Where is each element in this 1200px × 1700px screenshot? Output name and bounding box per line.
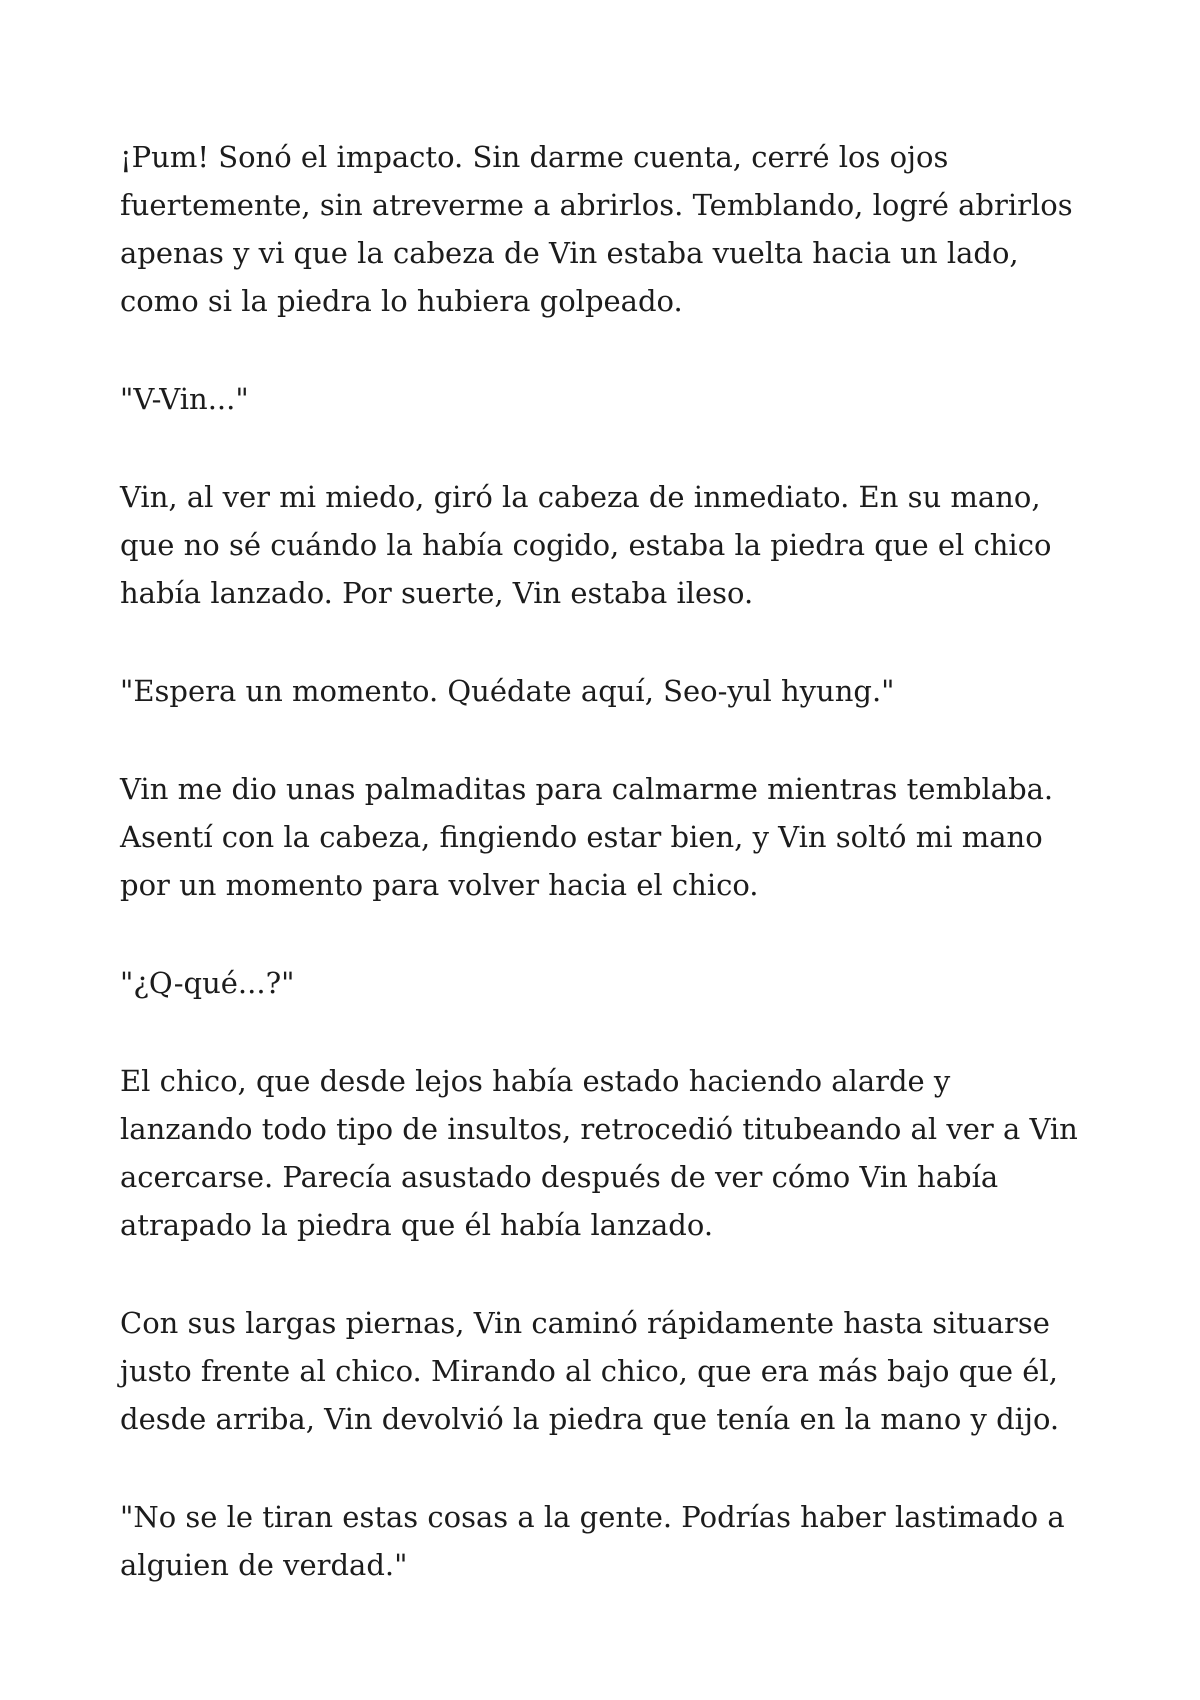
- paragraph-2: "V-Vin...": [120, 382, 249, 416]
- paragraph-4: "Espera un momento. Quédate aquí, Seo-yul hyung.": [120, 674, 895, 708]
- paragraph-6: "¿Q-qué...?": [120, 966, 295, 1000]
- story-text: [120, 133, 1080, 1589]
- paragraph-7: El chico, que desde lejos había estado haciendo alarde y lanzando todo tipo de insultos, retrocedió titubeando al ver a Vin acercarse. Parecía asustado después de ver cómo Vin había atrapado la piedra que él había lanzado.: [120, 1064, 1078, 1242]
- paragraph-8: Con sus largas piernas, Vin caminó rápidamente hasta situarse justo frente al chico. Mirando al chico, que era más bajo que él, desde arriba, Vin devolvió la piedra que tenía en la mano y dijo.: [120, 1306, 1060, 1436]
- paragraph-9: "No se le tiran estas cosas a la gente. Podrías haber lastimado a alguien de verdad.": [120, 1500, 1065, 1582]
- paragraph-3: Vin, al ver mi miedo, giró la cabeza de inmediato. En su mano, que no sé cuándo la había cogido, estaba la piedra que el chico había lanzado. Por suerte, Vin estaba ileso.: [120, 480, 1052, 610]
- paragraph-5: Vin me dio unas palmaditas para calmarme mientras temblaba. Asentí con la cabeza, fingiendo estar bien, y Vin soltó mi mano por un momento para volver hacia el chico.: [120, 772, 1054, 902]
- paragraph-1: ¡Pum! Sonó el impacto. Sin darme cuenta, cerré los ojos fuertemente, sin atreverme a abrirlos. Temblando, logré abrirlos apenas y vi que la cabeza de Vin estaba vuelta hacia un lado, como si la piedra lo hubiera golpeado.: [120, 140, 1073, 318]
